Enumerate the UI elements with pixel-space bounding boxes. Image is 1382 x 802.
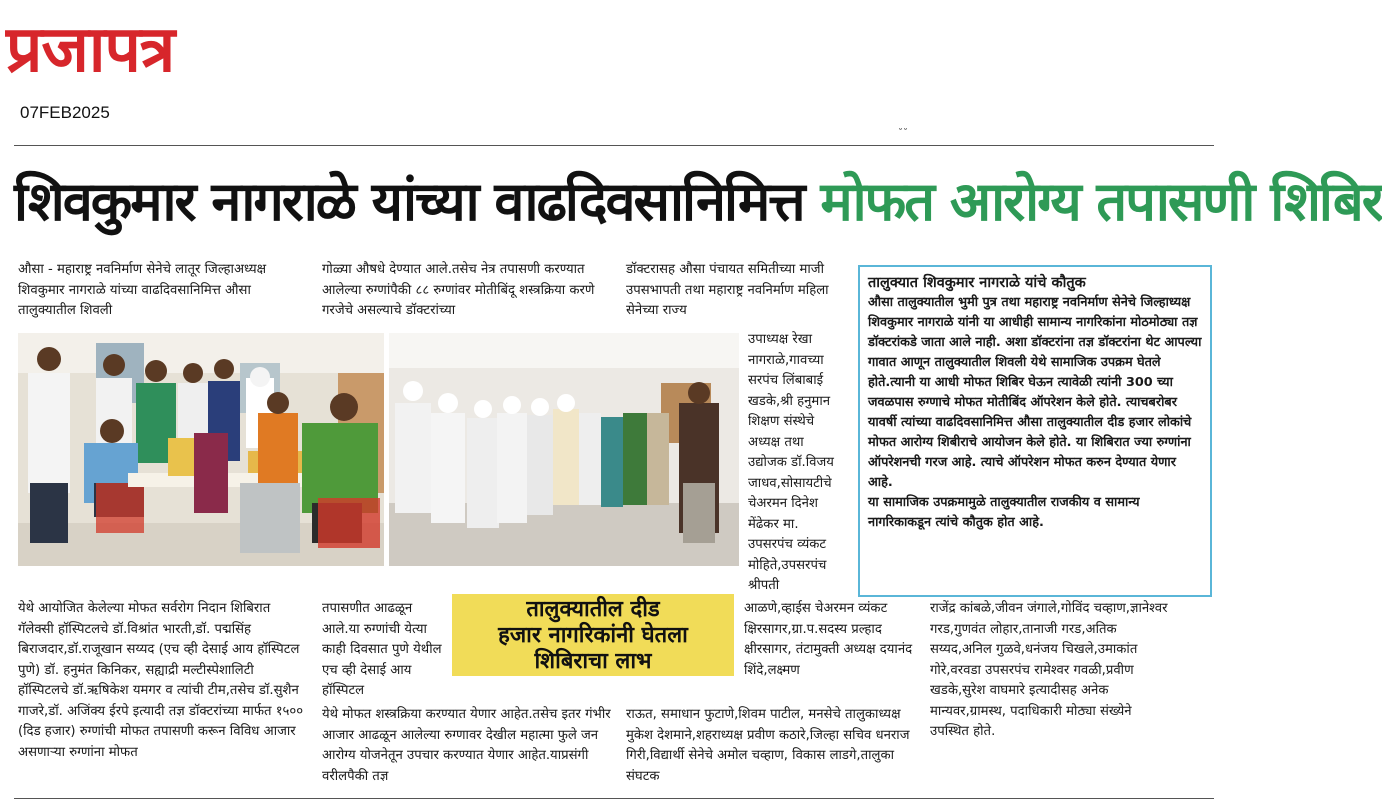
article-col1-bottom: येथे आयोजित केलेल्या मोफत सर्वरोग निदान शिबिरात गॅलेक्सी हॉस्पिटलचे डॉ.विश्रांत भारती,डॉ. पद्मसिंह बिराजदार,डॉ.राजूखान सय्यद (एच व्ही देसाई आय हॉस्पिटल पुणे) डॉ. हनुमंत किनिकर, सह्याद्री मल्टीस्पेशालिटी हॉस्पिटलचे डॉ.ऋषिकेश यमगर व त्यांची टीम,तसेच डॉ.सुशैन गाजरे,डॉ. अजिंक्य ईरपे इत्यादी तज्ञ डॉक्टरांच्या मार्फत १५०० (दिड हजार) रुग्णांची मोफत तपासणी करून विविध आजार असणाऱ्या रुग्णांना मोफत bbox=[18, 601, 304, 760]
article-col3-top: डॉक्टरासह औसा पंचायत समितीच्या माजी उपसभापती तथा महाराष्ट्र नवनिर्माण महिला सेनेच्या राज्य bbox=[626, 262, 829, 318]
publication-date: 07FEB2025 bbox=[20, 103, 110, 122]
headline-part2: मोफत आरोग्य तपासणी शिबिर bbox=[820, 170, 1382, 233]
article-col2-narrow: तपासणीत आढळून आले.या रुग्णांची येत्या काही दिवसात पुणे येथील एच व्ही देसाई आय हॉस्पिटल bbox=[322, 601, 442, 698]
bottom-divider bbox=[14, 798, 1214, 799]
page-mark: ˘˘ bbox=[898, 128, 908, 139]
photo-doctor-checkup bbox=[18, 333, 384, 566]
article-col3-bottom: राऊत, समाधान फुटाणे,शिवम पाटील, मनसेचे तालुकाध्यक्ष मुकेश देशमाने,शहराध्यक्ष प्रवीण कठारे,जिल्हा सचिव धनराज गिरी,विद्यार्थी सेनेचे अमोल चव्हाण, विकास लाडगे,तालुका संघटक bbox=[626, 707, 910, 784]
masthead-logo: प्रजापत्र bbox=[6, 12, 175, 87]
article-col3-side: उपाध्यक्ष रेखा नागराळे,गावच्या सरपंच लिंबाबाई खडके,श्री हनुमान शिक्षण संस्थेचे अध्यक्ष तथा उद्योजक डॉ.विजय जाधव,सोसायटीचे चेअरमन दिनेश मेंढेकर मा. उपसरपंच व्यंकट मोहिते,उपसरपंच श्रीपती bbox=[748, 332, 834, 593]
pull-quote-line1: तालुक्यातील दीड bbox=[526, 597, 660, 622]
pull-quote bbox=[452, 594, 734, 676]
pull-quote-line2: हजार नागरिकांनी घेतला bbox=[498, 623, 688, 648]
sidebar-title: तालुक्यात शिवकुमार नागराळे यांचे कौतुक bbox=[868, 275, 1086, 291]
article-col3-mid: आळणे,व्हाईस चेअरमन व्यंकट क्षिरसागर,ग्रा.प.सदस्य प्रल्हाद क्षीरसागर, तंटामुक्ती अध्यक्ष दयानंद शिंदे,लक्ष्मण bbox=[744, 601, 913, 678]
sidebar-body: औसा तालुक्यातील भुमी पुत्र तथा महाराष्ट्र नवनिर्माण सेनेचे जिल्हाध्यक्ष शिवकुमार नागराळे यांनी या आधीही सामान्य नागरिकांना मोठमोठ्या तज्ञ डॉक्टरांकडे जाता आले नाही. अशा डॉक्टरांना तज्ञ डॉक्टरांना थेट आपल्या गावात आणून तालुक्यातील शिवली येथे सामाजिक उपक्रम घेतले होते.त्यानी या आधी मोफत शिबिर घेऊन त्यावेळी त्यांनी 300 च्या जवळपास रुग्णाचे मोफत मोतीबिंद ऑपरेशन केले होते. त्याचबरोबर यावर्षी त्यांच्या वाढदिवसानिमित्त औसा तालुक्यातील दीड हजार लोकांचे मोफत आरोग्य शिबीराचे आयोजन केले होते. या शिबिरात ज्या रुग्णांना ऑपरेशनची गरज आहे. त्याचे ऑपरेशन मोफत करुन देण्यात येणार आहे. bbox=[868, 295, 1202, 490]
article-col2-bottom: येथे मोफत शस्त्रक्रिया करण्यात येणार आहेत.तसेच इतर गंभीर आजार आढळून आलेल्या रुग्णावर देखील महात्मा फुले जन आरोग्य योजनेतून उपचार करण्यात येणार आहेत.याप्रसंगी वरीलपैकी तज्ञ bbox=[322, 707, 611, 784]
article-col2-top: गोळ्या औषधे देण्यात आले.तसेच नेत्र तपासणी करण्यात आलेल्या रुग्णांपैकी ८८ रुग्णांवर मोतीबिंदू शस्त्रक्रिया करणे गरजेचे असल्याचे डॉक्टरांच्या bbox=[322, 262, 595, 318]
article-col4-bottom: राजेंद्र कांबळे,जीवन जंगाले,गोविंद चव्हाण,ज्ञानेश्वर गरड,गुणवंत लोहार,तानाजी गरड,अतिक सय्यद,अनिल गुळवे,धनंजय चिखले,उमाकांत गोरे,वरवडा उपसरपंच रामेश्वर गवळी,प्रवीण खडके,सुरेश वाघमारे इत्यादीसह अनेक मान्यवर,ग्रामस्थ, पदाधिकारी मोठ्या संख्येने उपस्थित होते. bbox=[930, 601, 1168, 739]
top-divider bbox=[14, 145, 1214, 146]
sidebar-box bbox=[858, 265, 1212, 597]
article-col1-top: औसा - महाराष्ट्र नवनिर्माण सेनेचे लातूर जिल्हाअध्यक्ष शिवकुमार नागराळे यांच्या वाढदिवसानिमित्त औसा तालुक्यातील शिवली bbox=[18, 262, 267, 318]
headline-part1: शिवकुमार नागराळे यांच्या वाढदिवसानिमित्त bbox=[14, 170, 804, 233]
photo-patients-queue bbox=[389, 333, 739, 566]
sidebar-closing: या सामाजिक उपक्रमामुळे तालुक्यातील राजकीय व सामान्य नागरिकाकडून त्यांचे कौतुक होत आहे. bbox=[868, 495, 1140, 530]
headline bbox=[14, 162, 1382, 242]
pull-quote-line3: शिबिराचा लाभ bbox=[534, 649, 652, 674]
